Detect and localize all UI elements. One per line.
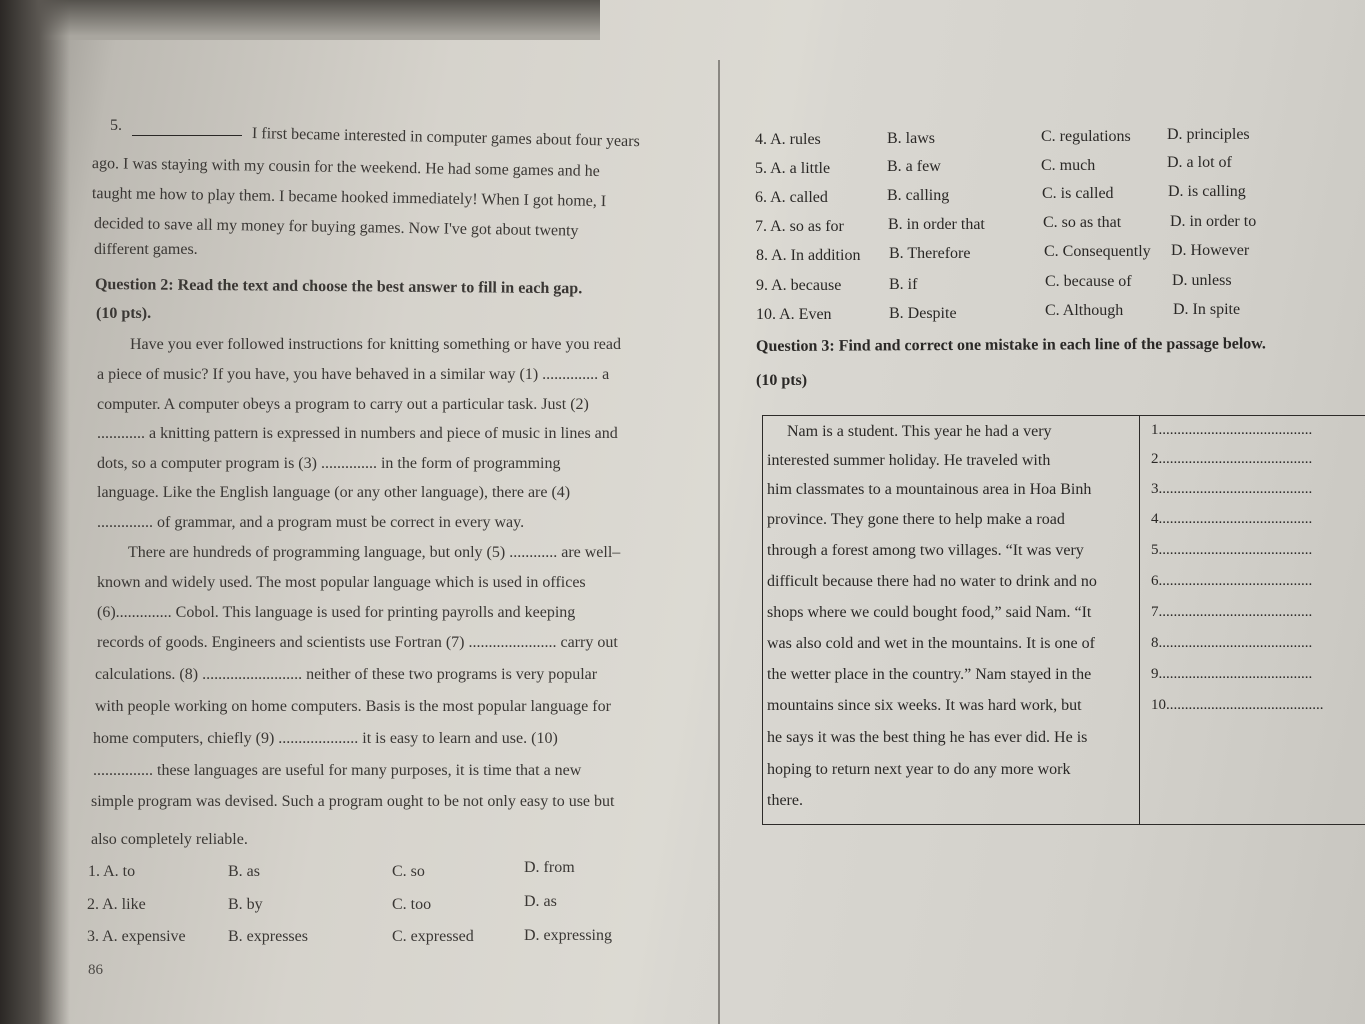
- passage-line: home computers, chiefly (9) .................... it is easy to learn and use. (10): [93, 730, 558, 747]
- option-d: D. is calling: [1168, 183, 1246, 200]
- option-c: C. too: [392, 896, 432, 913]
- answer-blank: [132, 121, 242, 142]
- option-b: B. a few: [887, 158, 941, 175]
- option-b: B. laws: [887, 130, 935, 147]
- q1-text-line: decided to save all my money for buying games. Now I've got about twenty: [93, 215, 579, 240]
- passage-line: him classmates to a mountainous area in Hoa Binh: [767, 481, 1092, 498]
- q3-heading: Question 3: Find and correct one mistake in each line of the passage below.: [755, 335, 1266, 355]
- option-d: D. in order to: [1170, 213, 1257, 230]
- option-d: D. In spite: [1173, 301, 1241, 318]
- passage-line: was also cold and wet in the mountains. It is one of: [767, 635, 1095, 652]
- option-a: 4. A. rules: [755, 131, 821, 148]
- option-a: 10. A. Even: [756, 306, 832, 323]
- answer-line[interactable]: 7.........................................: [1151, 604, 1313, 620]
- passage-line: records of goods. Engineers and scientists use Fortran (7) ...................... carry out: [97, 634, 618, 651]
- q1-item-number: 5.: [110, 117, 122, 134]
- passage-line: ............ a knitting pattern is expressed in numbers and piece of music in lines and: [97, 425, 618, 442]
- option-b: B. Despite: [889, 305, 957, 322]
- passage-line: with people working on home computers. Basis is the most popular language for: [95, 698, 611, 715]
- q1-text-line: taught me how to play them. I became hooked immediately! When I got home, I: [91, 185, 607, 211]
- passage-line: Nam is a student. This year he had a very: [787, 423, 1052, 440]
- option-a: 2. A. like: [87, 896, 146, 913]
- option-a: 8. A. In addition: [756, 247, 861, 264]
- passage-line: a piece of music? If you have, you have behaved in a similar way (1) .............. a: [97, 366, 610, 383]
- passage-line: ............... these languages are useful for many purposes, it is time that a new: [93, 762, 582, 779]
- answer-line[interactable]: 4.........................................: [1151, 511, 1313, 527]
- passage-line: hoping to return next year to do any more work: [767, 761, 1071, 778]
- q2-heading: Question 2: Read the text and choose the best answer to fill in each gap.: [94, 276, 583, 298]
- answer-line[interactable]: 6.........................................: [1151, 573, 1313, 589]
- answer-line[interactable]: 3.........................................: [1151, 481, 1313, 497]
- option-b: B. in order that: [888, 216, 985, 233]
- passage-line: .............. of grammar, and a program must be correct in every way.: [97, 514, 525, 531]
- passage-line: shops where we could bought food,” said Nam. “It: [767, 604, 1092, 621]
- option-d: D. unless: [1172, 272, 1232, 289]
- column-divider: [718, 60, 720, 1024]
- page-left-shadow: [0, 0, 70, 1024]
- answer-line[interactable]: 2.........................................: [1151, 451, 1313, 467]
- option-a: 3. A. expensive: [87, 928, 186, 945]
- passage-line: through a forest among two villages. “It was very: [767, 542, 1084, 559]
- passage-line: dots, so a computer program is (3) .............. in the form of programming: [97, 455, 561, 472]
- page-number: 86: [88, 962, 103, 978]
- q1-text-line: different games.: [94, 241, 198, 258]
- passage-line: province. They gone there to help make a road: [767, 511, 1065, 528]
- option-d: D. a lot of: [1167, 154, 1232, 171]
- option-c: C. Although: [1045, 302, 1124, 319]
- option-c: C. much: [1041, 157, 1096, 174]
- passage-line: (6).............. Cobol. This language is used for printing payrolls and keeping: [97, 604, 576, 621]
- q1-text-line: I first became interested in computer games about four years: [251, 125, 640, 151]
- page-top-shadow: [0, 0, 600, 40]
- q1-text-line: ago. I was staying with my cousin for the weekend. He had some games and he: [91, 155, 600, 180]
- option-d: D. as: [524, 893, 557, 910]
- option-c: C. regulations: [1041, 128, 1131, 145]
- option-a: 9. A. because: [756, 277, 842, 294]
- option-a: 1. A. to: [88, 863, 136, 880]
- passage-line: simple program was devised. Such a program ought to be not only easy to use but: [91, 793, 615, 810]
- passage-line: Have you ever followed instructions for knitting something or have you read: [130, 336, 621, 353]
- q3-points: (10 pts): [756, 372, 808, 389]
- passage-line: calculations. (8) ......................... neither of these two programs is very popular: [95, 666, 598, 683]
- passage-line: language. Like the English language (or any other language), there are (4): [97, 484, 571, 501]
- option-c: C. so as that: [1043, 214, 1122, 231]
- option-c: C. expressed: [392, 928, 474, 945]
- table-divider: [1139, 416, 1140, 824]
- option-b: B. as: [228, 863, 260, 880]
- passage-line: difficult because there had no water to drink and no: [767, 573, 1097, 590]
- option-a: 7. A. so as for: [755, 218, 844, 235]
- option-c: C. Consequently: [1044, 243, 1151, 260]
- passage-line: also completely reliable.: [91, 831, 248, 848]
- option-c: C. so: [392, 863, 425, 880]
- option-c: C. because of: [1045, 273, 1132, 290]
- passage-line: he says it was the best thing he has ever did. He is: [767, 729, 1088, 746]
- passage-line: known and widely used. The most popular language which is used in offices: [97, 574, 586, 591]
- option-b: B. Therefore: [889, 245, 971, 262]
- passage-line: There are hundreds of programming language, but only (5) ............ are well–: [128, 544, 621, 561]
- passage-line: mountains since six weeks. It was hard work, but: [767, 697, 1082, 714]
- answer-line[interactable]: 10..........................................: [1151, 697, 1324, 713]
- option-d: D. expressing: [524, 927, 612, 944]
- option-d: D. from: [524, 859, 575, 876]
- option-b: B. by: [228, 896, 263, 913]
- passage-line: there.: [767, 792, 803, 809]
- option-b: B. calling: [887, 187, 950, 204]
- option-b: B. expresses: [228, 928, 308, 945]
- answer-line[interactable]: 9.........................................: [1151, 666, 1313, 682]
- option-b: B. if: [889, 276, 918, 293]
- option-c: C. is called: [1042, 185, 1114, 202]
- option-d: D. However: [1171, 242, 1250, 259]
- q2-points: (10 pts).: [96, 305, 152, 322]
- passage-line: interested summer holiday. He traveled with: [767, 452, 1051, 469]
- answer-line[interactable]: 5.........................................: [1151, 542, 1313, 558]
- error-correction-table: [762, 415, 1365, 825]
- option-d: D. principles: [1167, 126, 1250, 143]
- passage-line: the wetter place in the country.” Nam stayed in the: [767, 666, 1092, 683]
- option-a: 6. A. called: [755, 189, 828, 206]
- option-a: 5. A. a little: [755, 160, 831, 177]
- answer-line[interactable]: 1.........................................: [1151, 422, 1313, 438]
- answer-line[interactable]: 8.........................................: [1151, 635, 1313, 651]
- passage-line: computer. A computer obeys a program to carry out a particular task. Just (2): [97, 396, 589, 413]
